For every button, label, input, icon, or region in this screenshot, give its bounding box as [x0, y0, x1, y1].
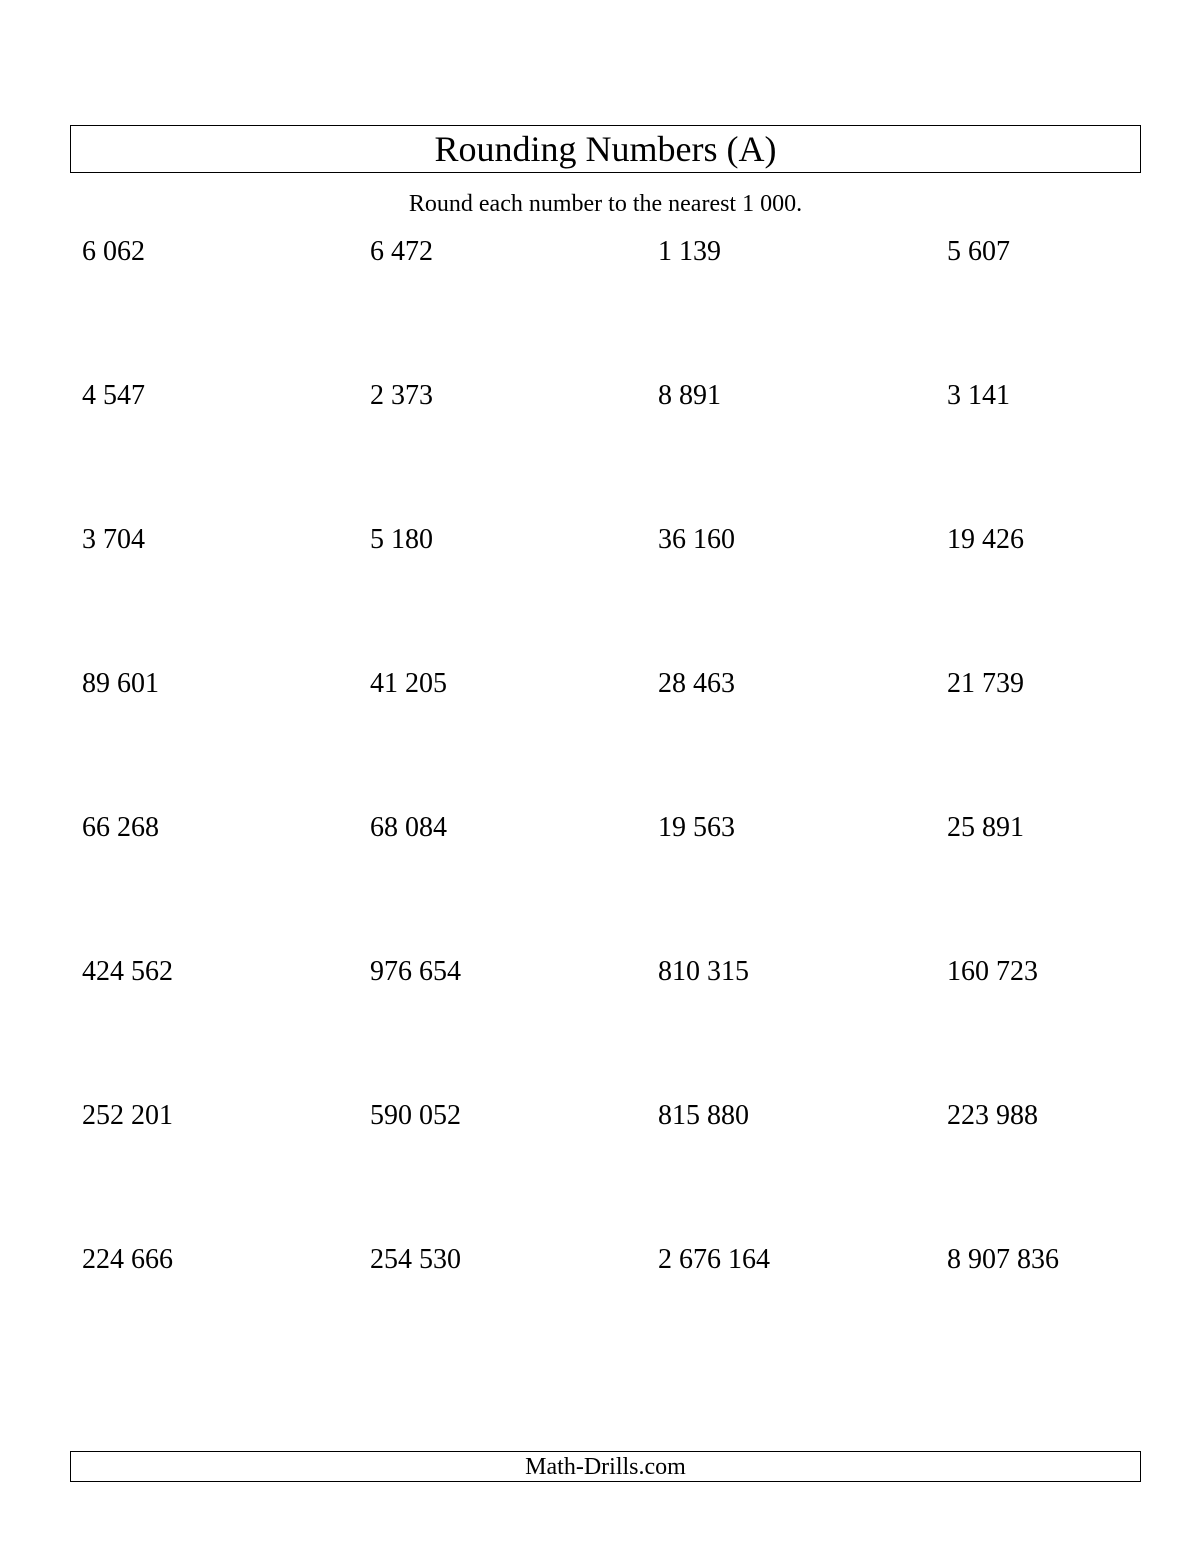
problem-number: 224 666 — [82, 1244, 173, 1275]
problem-number: 8 907 836 — [947, 1244, 1059, 1275]
problem-number: 8 891 — [658, 380, 721, 411]
problem-number: 66 268 — [82, 812, 159, 843]
problem-number: 3 141 — [947, 380, 1010, 411]
problem-number: 976 654 — [370, 956, 461, 987]
problem-number: 36 160 — [658, 524, 735, 555]
problem-number: 252 201 — [82, 1100, 173, 1131]
problem-number: 815 880 — [658, 1100, 749, 1131]
footer-source: Math-Drills.com — [525, 1453, 686, 1480]
problem-number: 254 530 — [370, 1244, 461, 1275]
problem-number: 5 607 — [947, 236, 1010, 267]
problem-number: 160 723 — [947, 956, 1038, 987]
problem-number: 6 472 — [370, 236, 433, 267]
problem-number: 810 315 — [658, 956, 749, 987]
problem-number: 28 463 — [658, 668, 735, 699]
problem-number: 424 562 — [82, 956, 173, 987]
page-title: Rounding Numbers (A) — [434, 129, 777, 169]
problem-number: 19 563 — [658, 812, 735, 843]
problem-number: 4 547 — [82, 380, 145, 411]
footer-box — [70, 1451, 1141, 1482]
problem-number: 223 988 — [947, 1100, 1038, 1131]
problem-number: 1 139 — [658, 236, 721, 267]
problem-number: 41 205 — [370, 668, 447, 699]
title-box — [70, 125, 1141, 173]
problem-number: 2 676 164 — [658, 1244, 770, 1275]
problem-number: 68 084 — [370, 812, 447, 843]
problem-number: 2 373 — [370, 380, 433, 411]
problem-number: 3 704 — [82, 524, 145, 555]
problem-number: 5 180 — [370, 524, 433, 555]
problem-number: 590 052 — [370, 1100, 461, 1131]
problem-number: 19 426 — [947, 524, 1024, 555]
problem-number: 89 601 — [82, 668, 159, 699]
problem-number: 25 891 — [947, 812, 1024, 843]
problem-number: 6 062 — [82, 236, 145, 267]
problem-number: 21 739 — [947, 668, 1024, 699]
instructions: Round each number to the nearest 1 000. — [408, 191, 803, 217]
